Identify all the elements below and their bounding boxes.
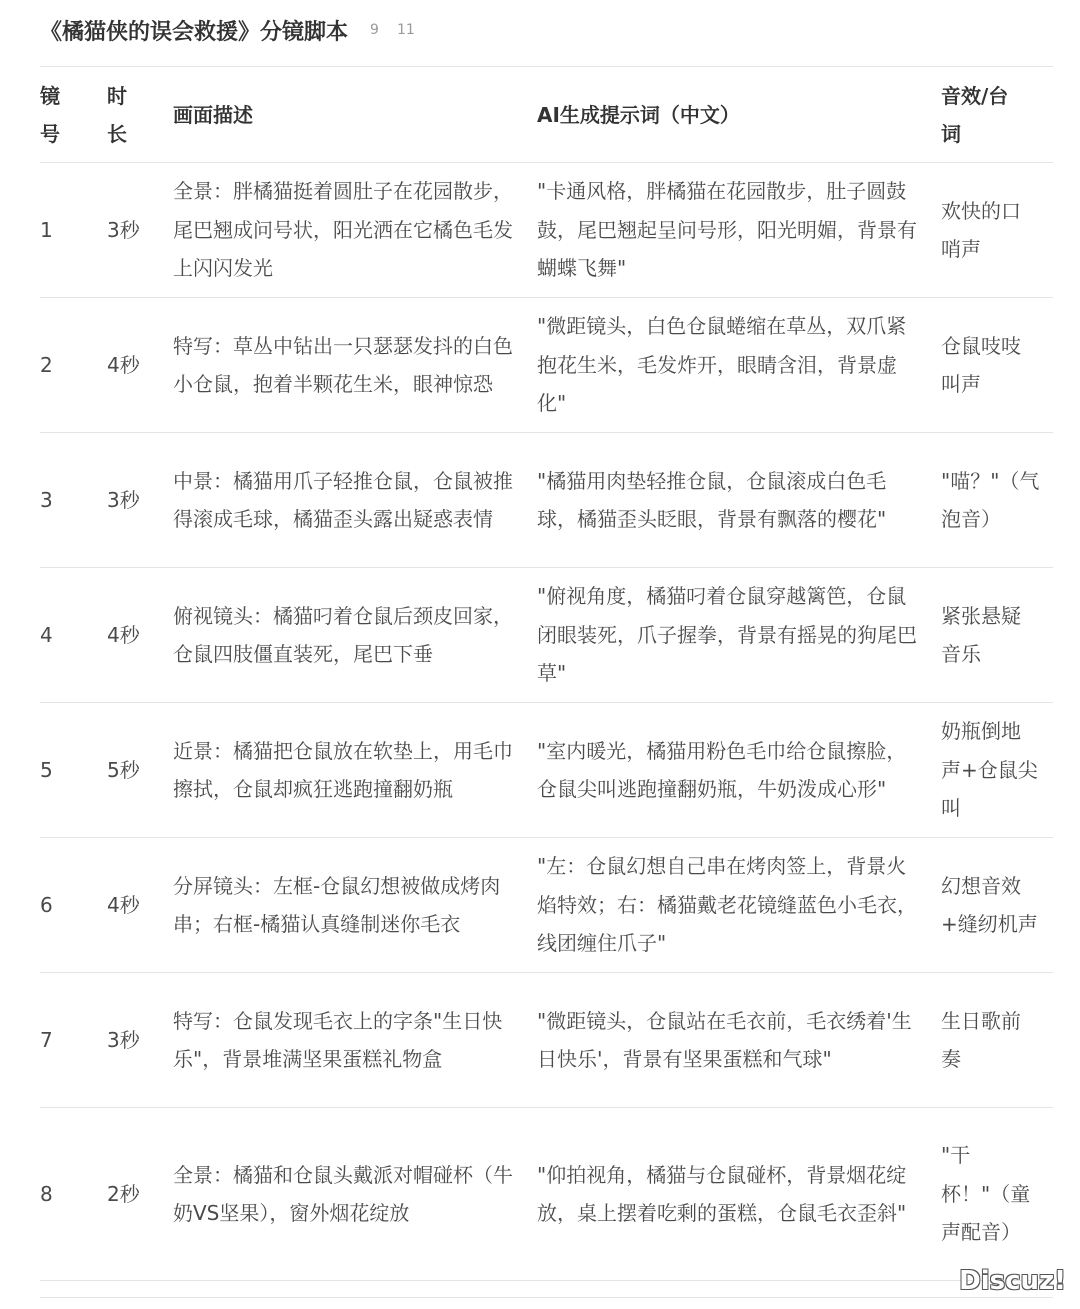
sound-dialogue: 紧张悬疑音乐 <box>941 568 1053 703</box>
page-title: 《橘猫侠的误会救援》分镜脚本 <box>40 19 349 45</box>
shot-number: 4 <box>40 568 107 703</box>
sound-dialogue: 仓鼠吱吱叫声 <box>941 298 1053 433</box>
table-row <box>40 568 1053 703</box>
scene-description: 全景：胖橘猫挺着圆肚子在花园散步，尾巴翘成问号状，阳光洒在它橘色毛发上闪闪发光 <box>173 163 537 298</box>
shot-duration: 3秒 <box>107 163 173 298</box>
scene-description: 分屏镜头：左框-仓鼠幻想被做成烤肉串；右框-橘猫认真缝制迷你毛衣 <box>173 838 537 973</box>
table-row <box>40 1108 1053 1281</box>
shot-number: 3 <box>40 433 107 568</box>
meta-count-a: 9 <box>370 22 379 38</box>
ai-prompt: "左：仓鼠幻想自己串在烤肉签上，背景火焰特效；右：橘猫戴老花镜缝蓝色小毛衣，线团缠住爪子" <box>537 838 941 973</box>
shot-number: 2 <box>40 298 107 433</box>
header-sound-dialogue: 音效/台词 <box>941 67 1053 163</box>
shot-number: 5 <box>40 703 107 838</box>
ai-prompt: "微距镜头，白色仓鼠蜷缩在草丛，双爪紧抱花生米，毛发炸开，眼睛含泪，背景虚化" <box>537 298 941 433</box>
scene-description: 全景：橘猫和仓鼠头戴派对帽碰杯（牛奶VS坚果），窗外烟花绽放 <box>173 1108 537 1281</box>
header-duration: 时长 <box>107 67 173 163</box>
table-row <box>40 703 1053 838</box>
table-row <box>40 163 1053 298</box>
table-row <box>40 973 1053 1108</box>
sound-dialogue: 幻想音效+缝纫机声 <box>941 838 1053 973</box>
ai-prompt: "微距镜头，仓鼠站在毛衣前，毛衣绣着'生日快乐'，背景有坚果蛋糕和气球" <box>537 973 941 1108</box>
shot-duration: 3秒 <box>107 433 173 568</box>
shot-duration: 4秒 <box>107 568 173 703</box>
scene-description: 特写：草丛中钻出一只瑟瑟发抖的白色小仓鼠，抱着半颗花生米，眼神惊恐 <box>173 298 537 433</box>
shot-number: 8 <box>40 1108 107 1281</box>
shot-duration: 3秒 <box>107 973 173 1108</box>
header-ai-prompt: AI生成提示词（中文） <box>537 67 941 163</box>
sound-dialogue: 欢快的口哨声 <box>941 163 1053 298</box>
meta-count-b: 11 <box>396 22 415 38</box>
shot-duration: 4秒 <box>107 838 173 973</box>
scene-description: 俯视镜头：橘猫叼着仓鼠后颈皮回家，仓鼠四肢僵直装死，尾巴下垂 <box>173 568 537 703</box>
shot-duration: 2秒 <box>107 1108 173 1281</box>
shot-number: 6 <box>40 838 107 973</box>
scene-description: 中景：橘猫用爪子轻推仓鼠，仓鼠被推得滚成毛球，橘猫歪头露出疑惑表情 <box>173 433 537 568</box>
scene-description: 特写：仓鼠发现毛衣上的字条"生日快乐"，背景堆满坚果蛋糕礼物盒 <box>173 973 537 1108</box>
ai-prompt: "室内暖光，橘猫用粉色毛巾给仓鼠擦脸，仓鼠尖叫逃跑撞翻奶瓶，牛奶泼成心形" <box>537 703 941 838</box>
sound-dialogue: "干杯！"（童声配音） <box>941 1108 1053 1281</box>
ai-prompt: "卡通风格，胖橘猫在花园散步，肚子圆鼓鼓，尾巴翘起呈问号形，阳光明媚，背景有蝴蝶飞舞" <box>537 163 941 298</box>
sound-dialogue: 奶瓶倒地声+仓鼠尖叫 <box>941 703 1053 838</box>
table-row <box>40 433 1053 568</box>
shot-duration: 5秒 <box>107 703 173 838</box>
sound-dialogue: "喵？"（气泡音） <box>941 433 1053 568</box>
footer-divider <box>40 1297 1053 1298</box>
ai-prompt: "橘猫用肉垫轻推仓鼠，仓鼠滚成白色毛球，橘猫歪头眨眼，背景有飘落的樱花" <box>537 433 941 568</box>
header-shot-number: 镜号 <box>40 67 107 163</box>
table-row <box>40 838 1053 973</box>
table-header-row <box>40 67 1053 163</box>
table-row <box>40 298 1053 433</box>
discuz-watermark: Discuz! <box>959 1266 1066 1296</box>
scene-description: 近景：橘猫把仓鼠放在软垫上，用毛巾擦拭，仓鼠却疯狂逃跑撞翻奶瓶 <box>173 703 537 838</box>
header-scene-description: 画面描述 <box>173 67 537 163</box>
ai-prompt: "仰拍视角，橘猫与仓鼠碰杯，背景烟花绽放，桌上摆着吃剩的蛋糕，仓鼠毛衣歪斜" <box>537 1108 941 1281</box>
shot-number: 7 <box>40 973 107 1108</box>
sound-dialogue: 生日歌前奏 <box>941 973 1053 1108</box>
shot-number: 1 <box>40 163 107 298</box>
shot-duration: 4秒 <box>107 298 173 433</box>
ai-prompt: "俯视角度，橘猫叼着仓鼠穿越篱笆，仓鼠闭眼装死，爪子握拳，背景有摇晃的狗尾巴草" <box>537 568 941 703</box>
storyboard-table <box>40 66 1053 1281</box>
document-header <box>40 14 415 46</box>
